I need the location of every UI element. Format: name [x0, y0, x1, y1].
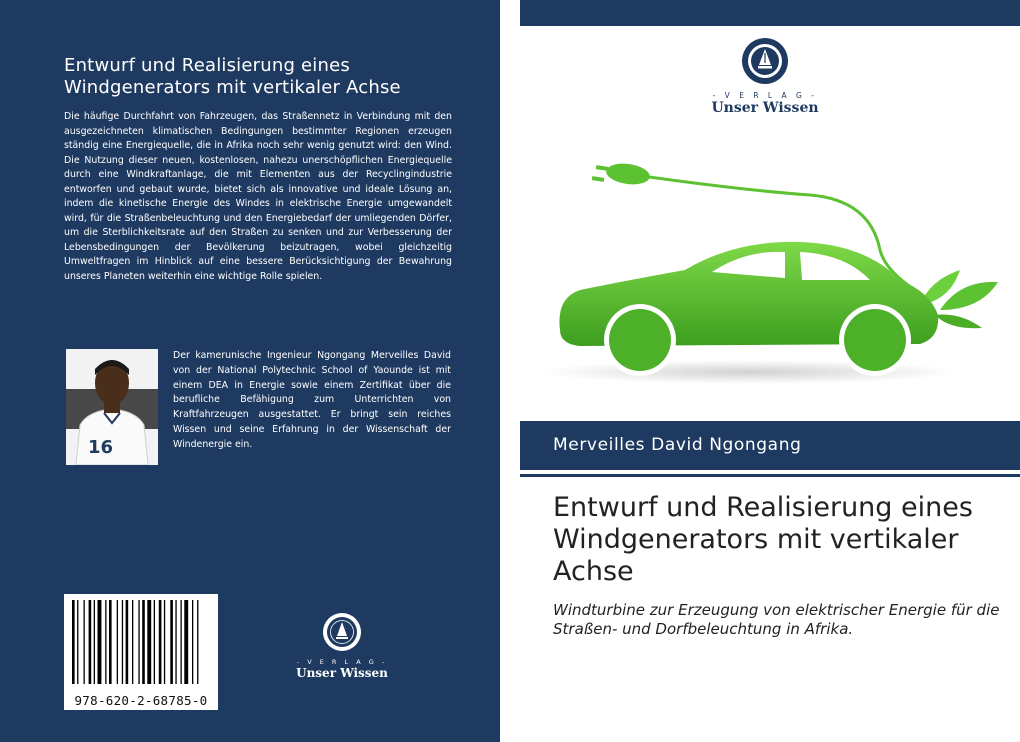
author-bio: Der kamerunische Ingenieur Ngongang Merveilles David von der National Polytechnic School of Yaounde ist mit einem DEA in Energie sowie einem Zertifikat über die berufliche Befähigung zum Unterrichten von Kraftfahrzeugen ausgestattet. Er bringt sein reiches Wissen und seine Erfahrung in der Wissenschaft der Windenergie ein.	[173, 350, 451, 450]
publisher-verlag-label: - V E R L A G -	[296, 658, 388, 666]
publisher-seal-icon	[322, 612, 362, 652]
barcode-bar	[84, 600, 85, 684]
publisher-name: Unser Wissen	[296, 666, 388, 680]
barcode	[64, 594, 218, 710]
front-cover-title: Entwurf und Realisierung eines Windgenerators mit vertikaler Achse	[553, 492, 973, 587]
jersey-number: 16	[88, 437, 114, 458]
barcode-bar	[94, 600, 95, 684]
barcode-bar	[184, 600, 188, 684]
publisher-name: Unser Wissen	[711, 100, 819, 116]
barcode-bar	[122, 600, 123, 684]
barcode-bar	[132, 600, 133, 684]
front-cover-subtitle: Windturbine zur Erzeugung von elektrischer Energie für die Straßen- und Dorfbeleuchtung in Afrika.	[553, 601, 1000, 638]
barcode-bar	[147, 600, 151, 684]
barcode-bar	[154, 600, 155, 684]
spine	[500, 0, 520, 742]
barcode-bar	[98, 600, 102, 684]
barcode-bar	[164, 600, 165, 684]
publisher-logo-back	[296, 612, 388, 680]
author-photo	[66, 349, 158, 465]
publisher-seal-icon	[741, 37, 789, 85]
barcode-bar	[126, 600, 129, 684]
barcode-bar	[142, 600, 145, 684]
publisher-logo-front	[706, 37, 824, 116]
barcode-bar	[77, 600, 78, 684]
barcode-bar	[89, 600, 92, 684]
barcode-bar	[117, 600, 118, 684]
front-wheel	[604, 304, 676, 376]
author-band	[520, 421, 1020, 470]
plug-icon	[592, 161, 651, 187]
barcode-bar	[72, 600, 75, 684]
front-author-name: Merveilles David Ngongang	[553, 435, 802, 455]
publisher-verlag-label: - V E R L A G -	[712, 91, 818, 100]
divider	[520, 474, 1020, 477]
barcode-bar	[109, 600, 112, 684]
barcode-bar	[138, 600, 139, 684]
rear-wheel	[839, 304, 911, 376]
front-top-bar	[520, 0, 1020, 26]
electric-car-illustration	[520, 140, 1020, 400]
barcode-bar	[175, 600, 176, 684]
back-cover-blurb: Die häufige Durchfahrt von Fahrzeugen, das Straßennetz in Verbindung mit den ausgezeichneten klimatischen Bedingungen bestimmter Regionen erzeugen ständig eine Energiequelle, die in Afrika noch sehr wenig genutzt wird: den Wind. Die Nutzung dieser neuen, kostenlosen, nahezu unerschöpflichen Energiequelle durch eine Windkraftanlage, die mit Elementen aus der Recyclingindustrie entworfen und gebaut wurde, bietet sich als innovative und ideale Lösung an, indem die kinetische Energie des Windes in elektrische Energie umgewandelt wird, für die Straßenbeleuchtung und den Energiebedarf der umliegenden Dörfer, um die Sterblichkeitsrate auf den Straßen zu senken und zur Verbesserung der Lebensbedingungen der Bevölkerung beizutragen, wobei gleichzeitig Umweltfragen im Hinblick auf eine bessere Berücksichtigung der Bewahrung unseres Planeten weiterhin eine wichtige Rolle spielen.	[64, 111, 452, 282]
barcode-bar	[197, 600, 198, 684]
isbn-number: 978-620-2-68785-0	[74, 693, 208, 708]
barcode-bar	[159, 600, 162, 684]
barcode-bar	[192, 600, 193, 684]
barcode-bar	[181, 600, 182, 684]
barcode-bar	[170, 600, 173, 684]
barcode-bar	[105, 600, 106, 684]
back-cover-title: Entwurf und Realisierung eines Windgenerators mit vertikaler Achse	[64, 55, 401, 98]
